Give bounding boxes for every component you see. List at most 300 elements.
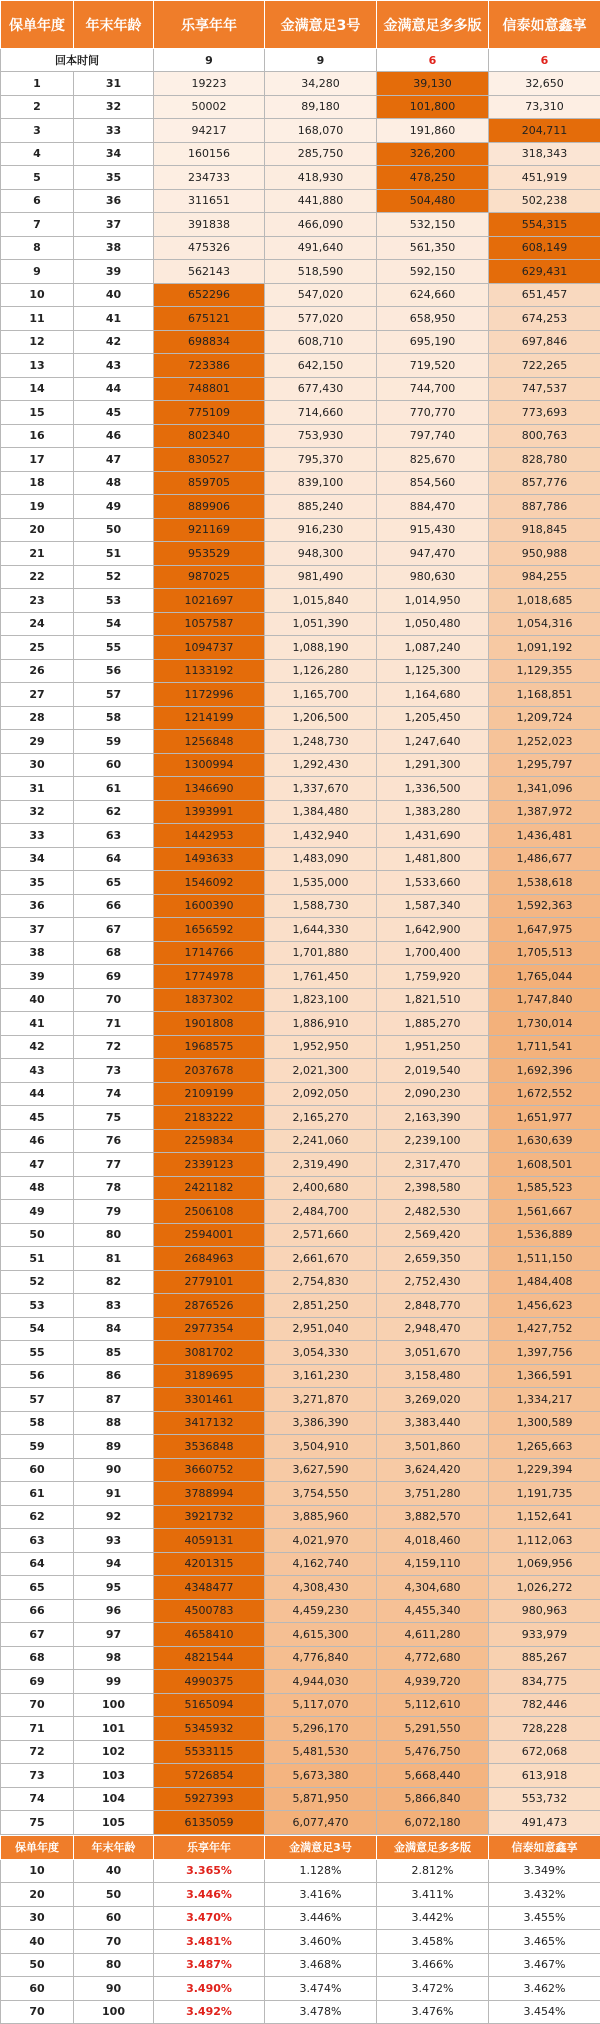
product-4-cell: 828,780 xyxy=(489,448,600,472)
irr-age-cell: 50 xyxy=(74,1883,154,1907)
irr-product-4-cell: 3.462% xyxy=(489,1977,600,2001)
product-4-cell: 451,919 xyxy=(489,166,600,190)
product-1-cell: 2109199 xyxy=(154,1082,265,1106)
product-1-cell: 1346690 xyxy=(154,777,265,801)
product-4-cell: 1,765,044 xyxy=(489,965,600,989)
table-row xyxy=(1,1129,600,1153)
product-1-cell: 1714766 xyxy=(154,941,265,965)
product-2-cell: 885,240 xyxy=(265,495,377,519)
product-4-cell: 1,091,192 xyxy=(489,636,600,660)
irr-product-2-cell: 3.478% xyxy=(265,2000,377,2024)
product-1-cell: 4500783 xyxy=(154,1599,265,1623)
product-1-cell: 2977354 xyxy=(154,1317,265,1341)
table-row xyxy=(1,1059,600,1083)
product-2-cell: 5,673,380 xyxy=(265,1764,377,1788)
policy-year-cell: 58 xyxy=(1,1411,74,1435)
product-3-cell: 5,291,550 xyxy=(377,1717,489,1741)
policy-year-cell: 25 xyxy=(1,636,74,660)
age-cell: 96 xyxy=(74,1599,154,1623)
policy-year-cell: 37 xyxy=(1,918,74,942)
product-2-cell: 1,535,000 xyxy=(265,871,377,895)
product-1-cell: 723386 xyxy=(154,354,265,378)
age-cell: 57 xyxy=(74,683,154,707)
product-1-cell: 775109 xyxy=(154,401,265,425)
table-row xyxy=(1,589,600,613)
table-row xyxy=(1,800,600,824)
product-1-cell: 4821544 xyxy=(154,1646,265,1670)
age-cell: 74 xyxy=(74,1082,154,1106)
header-product-4: 信泰如意鑫享 xyxy=(489,1,600,49)
table-row xyxy=(1,565,600,589)
product-4-cell: 1,387,972 xyxy=(489,800,600,824)
irr-product-4-cell: 3.432% xyxy=(489,1883,600,1907)
product-2-cell: 418,930 xyxy=(265,166,377,190)
policy-year-cell: 65 xyxy=(1,1576,74,1600)
irr-year-cell: 50 xyxy=(1,1953,74,1977)
product-1-cell: 2594001 xyxy=(154,1223,265,1247)
product-3-cell: 884,470 xyxy=(377,495,489,519)
policy-year-cell: 70 xyxy=(1,1693,74,1717)
age-cell: 88 xyxy=(74,1411,154,1435)
policy-year-cell: 29 xyxy=(1,730,74,754)
product-3-cell: 980,630 xyxy=(377,565,489,589)
policy-year-cell: 7 xyxy=(1,213,74,237)
product-4-cell: 502,238 xyxy=(489,189,600,213)
product-3-cell: 3,269,020 xyxy=(377,1388,489,1412)
product-1-cell: 2183222 xyxy=(154,1106,265,1130)
product-4-cell: 950,988 xyxy=(489,542,600,566)
product-3-cell: 1,336,500 xyxy=(377,777,489,801)
product-3-cell: 719,520 xyxy=(377,354,489,378)
product-1-cell: 5533115 xyxy=(154,1740,265,1764)
table-row xyxy=(1,659,600,683)
table-row xyxy=(1,636,600,660)
table-row xyxy=(1,1623,600,1647)
product-4-cell: 1,647,975 xyxy=(489,918,600,942)
product-1-cell: 675121 xyxy=(154,307,265,331)
irr-year-cell: 70 xyxy=(1,2000,74,2024)
product-4-cell: 204,711 xyxy=(489,119,600,143)
payback-value: 6 xyxy=(489,49,600,72)
policy-year-cell: 26 xyxy=(1,659,74,683)
table-row xyxy=(1,1717,600,1741)
age-cell: 87 xyxy=(74,1388,154,1412)
product-1-cell: 830527 xyxy=(154,448,265,472)
policy-year-cell: 74 xyxy=(1,1787,74,1811)
product-3-cell: 2,659,350 xyxy=(377,1247,489,1271)
product-2-cell: 753,930 xyxy=(265,424,377,448)
policy-year-cell: 30 xyxy=(1,753,74,777)
age-cell: 70 xyxy=(74,988,154,1012)
irr-year-cell: 20 xyxy=(1,1883,74,1907)
product-1-cell: 3301461 xyxy=(154,1388,265,1412)
table-row xyxy=(1,307,600,331)
product-2-cell: 1,337,670 xyxy=(265,777,377,801)
age-cell: 46 xyxy=(74,424,154,448)
age-cell: 56 xyxy=(74,659,154,683)
product-2-cell: 1,015,840 xyxy=(265,589,377,613)
table-row xyxy=(1,683,600,707)
irr-header-product-2: 金满意足3号 xyxy=(265,1835,377,1859)
age-cell: 82 xyxy=(74,1270,154,1294)
product-1-cell: 1442953 xyxy=(154,824,265,848)
product-1-cell: 5345932 xyxy=(154,1717,265,1741)
policy-year-cell: 17 xyxy=(1,448,74,472)
age-cell: 32 xyxy=(74,95,154,119)
irr-product-3-cell: 3.476% xyxy=(377,2000,489,2024)
header-product-1: 乐享年年 xyxy=(154,1,265,49)
age-cell: 94 xyxy=(74,1552,154,1576)
product-3-cell: 6,072,180 xyxy=(377,1811,489,1835)
table-row xyxy=(1,753,600,777)
table-row xyxy=(1,1670,600,1694)
irr-product-4-cell: 3.454% xyxy=(489,2000,600,2024)
product-3-cell: 915,430 xyxy=(377,518,489,542)
age-cell: 91 xyxy=(74,1482,154,1506)
age-cell: 39 xyxy=(74,260,154,284)
header-age: 年末年龄 xyxy=(74,1,154,49)
product-2-cell: 285,750 xyxy=(265,142,377,166)
age-cell: 97 xyxy=(74,1623,154,1647)
table-row xyxy=(1,1458,600,1482)
age-cell: 60 xyxy=(74,753,154,777)
product-2-cell: 4,944,030 xyxy=(265,1670,377,1694)
product-2-cell: 608,710 xyxy=(265,330,377,354)
product-1-cell: 3536848 xyxy=(154,1435,265,1459)
product-3-cell: 1,951,250 xyxy=(377,1035,489,1059)
policy-year-cell: 10 xyxy=(1,283,74,307)
product-1-cell: 94217 xyxy=(154,119,265,143)
age-cell: 38 xyxy=(74,236,154,260)
product-1-cell: 1256848 xyxy=(154,730,265,754)
irr-product-3-cell: 3.458% xyxy=(377,1930,489,1954)
age-cell: 102 xyxy=(74,1740,154,1764)
table-row xyxy=(1,941,600,965)
product-4-cell: 1,730,014 xyxy=(489,1012,600,1036)
product-4-cell: 1,054,316 xyxy=(489,612,600,636)
product-3-cell: 101,800 xyxy=(377,95,489,119)
policy-year-cell: 3 xyxy=(1,119,74,143)
age-cell: 51 xyxy=(74,542,154,566)
policy-year-cell: 14 xyxy=(1,377,74,401)
table-row xyxy=(1,1505,600,1529)
product-3-cell: 744,700 xyxy=(377,377,489,401)
table-row xyxy=(1,495,600,519)
product-4-cell: 491,473 xyxy=(489,1811,600,1835)
product-1-cell: 2506108 xyxy=(154,1200,265,1224)
policy-year-cell: 23 xyxy=(1,589,74,613)
product-3-cell: 1,700,400 xyxy=(377,941,489,965)
irr-age-cell: 80 xyxy=(74,1953,154,1977)
age-cell: 53 xyxy=(74,589,154,613)
irr-product-1-cell: 3.487% xyxy=(154,1953,265,1977)
product-2-cell: 2,951,040 xyxy=(265,1317,377,1341)
age-cell: 101 xyxy=(74,1717,154,1741)
table-row xyxy=(1,189,600,213)
product-4-cell: 73,310 xyxy=(489,95,600,119)
product-4-cell: 773,693 xyxy=(489,401,600,425)
table-row xyxy=(1,377,600,401)
irr-product-1-cell: 3.470% xyxy=(154,1906,265,1930)
product-2-cell: 4,459,230 xyxy=(265,1599,377,1623)
irr-header-product-3: 金满意足多多版 xyxy=(377,1835,489,1859)
product-1-cell: 953529 xyxy=(154,542,265,566)
product-2-cell: 1,644,330 xyxy=(265,918,377,942)
product-3-cell: 504,480 xyxy=(377,189,489,213)
product-3-cell: 658,950 xyxy=(377,307,489,331)
product-4-cell: 1,536,889 xyxy=(489,1223,600,1247)
policy-year-cell: 27 xyxy=(1,683,74,707)
product-2-cell: 4,615,300 xyxy=(265,1623,377,1647)
age-cell: 40 xyxy=(74,283,154,307)
policy-year-cell: 41 xyxy=(1,1012,74,1036)
irr-row xyxy=(1,1906,600,1930)
policy-year-cell: 6 xyxy=(1,189,74,213)
age-cell: 81 xyxy=(74,1247,154,1271)
age-cell: 42 xyxy=(74,330,154,354)
table-row xyxy=(1,988,600,1012)
payback-value: 9 xyxy=(265,49,377,72)
product-3-cell: 1,431,690 xyxy=(377,824,489,848)
product-1-cell: 234733 xyxy=(154,166,265,190)
age-cell: 64 xyxy=(74,847,154,871)
irr-product-3-cell: 3.411% xyxy=(377,1883,489,1907)
table-row xyxy=(1,424,600,448)
product-1-cell: 6135059 xyxy=(154,1811,265,1835)
product-1-cell: 2684963 xyxy=(154,1247,265,1271)
policy-year-cell: 44 xyxy=(1,1082,74,1106)
table-row xyxy=(1,166,600,190)
table-row xyxy=(1,1482,600,1506)
product-4-cell: 1,341,096 xyxy=(489,777,600,801)
product-2-cell: 3,627,590 xyxy=(265,1458,377,1482)
product-1-cell: 802340 xyxy=(154,424,265,448)
age-cell: 69 xyxy=(74,965,154,989)
product-2-cell: 4,162,740 xyxy=(265,1552,377,1576)
product-2-cell: 547,020 xyxy=(265,283,377,307)
product-1-cell: 1300994 xyxy=(154,753,265,777)
table-row xyxy=(1,95,600,119)
product-1-cell: 1600390 xyxy=(154,894,265,918)
irr-product-3-cell: 3.466% xyxy=(377,1953,489,1977)
product-4-cell: 887,786 xyxy=(489,495,600,519)
age-cell: 36 xyxy=(74,189,154,213)
product-1-cell: 2876526 xyxy=(154,1294,265,1318)
policy-year-cell: 54 xyxy=(1,1317,74,1341)
age-cell: 90 xyxy=(74,1458,154,1482)
product-2-cell: 1,051,390 xyxy=(265,612,377,636)
table-row xyxy=(1,1811,600,1835)
product-4-cell: 1,585,523 xyxy=(489,1176,600,1200)
policy-year-cell: 42 xyxy=(1,1035,74,1059)
product-2-cell: 2,021,300 xyxy=(265,1059,377,1083)
product-3-cell: 4,304,680 xyxy=(377,1576,489,1600)
irr-row xyxy=(1,1977,600,2001)
product-1-cell: 3189695 xyxy=(154,1364,265,1388)
policy-year-cell: 2 xyxy=(1,95,74,119)
product-4-cell: 980,963 xyxy=(489,1599,600,1623)
product-1-cell: 391838 xyxy=(154,213,265,237)
table-row xyxy=(1,1223,600,1247)
table-row xyxy=(1,1153,600,1177)
product-4-cell: 1,651,977 xyxy=(489,1106,600,1130)
product-1-cell: 3921732 xyxy=(154,1505,265,1529)
irr-product-4-cell: 3.349% xyxy=(489,1859,600,1883)
table-row xyxy=(1,1740,600,1764)
product-1-cell: 2421182 xyxy=(154,1176,265,1200)
product-3-cell: 1,642,900 xyxy=(377,918,489,942)
age-cell: 65 xyxy=(74,871,154,895)
product-2-cell: 2,165,270 xyxy=(265,1106,377,1130)
irr-header-age: 年末年龄 xyxy=(74,1835,154,1859)
age-cell: 50 xyxy=(74,518,154,542)
product-3-cell: 5,112,610 xyxy=(377,1693,489,1717)
table-row xyxy=(1,1082,600,1106)
policy-year-cell: 43 xyxy=(1,1059,74,1083)
age-cell: 78 xyxy=(74,1176,154,1200)
table-row xyxy=(1,1529,600,1553)
product-2-cell: 3,054,330 xyxy=(265,1341,377,1365)
product-3-cell: 3,751,280 xyxy=(377,1482,489,1506)
policy-year-cell: 12 xyxy=(1,330,74,354)
policy-year-cell: 71 xyxy=(1,1717,74,1741)
product-4-cell: 1,265,663 xyxy=(489,1435,600,1459)
product-1-cell: 3417132 xyxy=(154,1411,265,1435)
policy-year-cell: 34 xyxy=(1,847,74,871)
product-2-cell: 677,430 xyxy=(265,377,377,401)
product-3-cell: 797,740 xyxy=(377,424,489,448)
age-cell: 83 xyxy=(74,1294,154,1318)
product-4-cell: 728,228 xyxy=(489,1717,600,1741)
product-1-cell: 160156 xyxy=(154,142,265,166)
product-4-cell: 747,537 xyxy=(489,377,600,401)
irr-product-3-cell: 2.812% xyxy=(377,1859,489,1883)
product-1-cell: 1837302 xyxy=(154,988,265,1012)
product-2-cell: 1,088,190 xyxy=(265,636,377,660)
irr-product-4-cell: 3.467% xyxy=(489,1953,600,1977)
product-2-cell: 948,300 xyxy=(265,542,377,566)
product-3-cell: 191,860 xyxy=(377,119,489,143)
age-cell: 63 xyxy=(74,824,154,848)
product-4-cell: 1,705,513 xyxy=(489,941,600,965)
product-4-cell: 1,630,639 xyxy=(489,1129,600,1153)
product-4-cell: 984,255 xyxy=(489,565,600,589)
product-3-cell: 2,239,100 xyxy=(377,1129,489,1153)
age-cell: 62 xyxy=(74,800,154,824)
payback-value: 9 xyxy=(154,49,265,72)
table-row xyxy=(1,918,600,942)
table-row xyxy=(1,1646,600,1670)
table-row xyxy=(1,1317,600,1341)
product-1-cell: 4059131 xyxy=(154,1529,265,1553)
product-4-cell: 608,149 xyxy=(489,236,600,260)
table-row xyxy=(1,847,600,871)
payback-row xyxy=(1,49,600,72)
table-row xyxy=(1,1411,600,1435)
product-2-cell: 1,126,280 xyxy=(265,659,377,683)
product-1-cell: 1094737 xyxy=(154,636,265,660)
product-3-cell: 2,848,770 xyxy=(377,1294,489,1318)
product-4-cell: 1,592,363 xyxy=(489,894,600,918)
irr-year-cell: 10 xyxy=(1,1859,74,1883)
policy-year-cell: 19 xyxy=(1,495,74,519)
table-row xyxy=(1,1388,600,1412)
age-cell: 37 xyxy=(74,213,154,237)
age-cell: 95 xyxy=(74,1576,154,1600)
product-3-cell: 3,158,480 xyxy=(377,1364,489,1388)
product-4-cell: 1,436,481 xyxy=(489,824,600,848)
policy-year-cell: 9 xyxy=(1,260,74,284)
product-4-cell: 1,229,394 xyxy=(489,1458,600,1482)
irr-header-policy-year: 保单年度 xyxy=(1,1835,74,1859)
product-1-cell: 2259834 xyxy=(154,1129,265,1153)
age-cell: 103 xyxy=(74,1764,154,1788)
product-2-cell: 1,206,500 xyxy=(265,706,377,730)
product-2-cell: 795,370 xyxy=(265,448,377,472)
product-4-cell: 1,608,501 xyxy=(489,1153,600,1177)
policy-year-cell: 1 xyxy=(1,72,74,96)
product-2-cell: 518,590 xyxy=(265,260,377,284)
product-3-cell: 5,668,440 xyxy=(377,1764,489,1788)
policy-year-cell: 72 xyxy=(1,1740,74,1764)
irr-product-2-cell: 1.128% xyxy=(265,1859,377,1883)
product-4-cell: 1,672,552 xyxy=(489,1082,600,1106)
product-3-cell: 2,948,470 xyxy=(377,1317,489,1341)
age-cell: 98 xyxy=(74,1646,154,1670)
product-3-cell: 1,759,920 xyxy=(377,965,489,989)
product-4-cell: 1,486,677 xyxy=(489,847,600,871)
policy-year-cell: 59 xyxy=(1,1435,74,1459)
table-row xyxy=(1,1764,600,1788)
product-2-cell: 1,761,450 xyxy=(265,965,377,989)
age-cell: 47 xyxy=(74,448,154,472)
table-row xyxy=(1,354,600,378)
age-cell: 52 xyxy=(74,565,154,589)
product-1-cell: 5165094 xyxy=(154,1693,265,1717)
irr-product-4-cell: 3.455% xyxy=(489,1906,600,1930)
product-2-cell: 5,481,530 xyxy=(265,1740,377,1764)
product-2-cell: 441,880 xyxy=(265,189,377,213)
product-3-cell: 1,125,300 xyxy=(377,659,489,683)
age-cell: 77 xyxy=(74,1153,154,1177)
age-cell: 100 xyxy=(74,1693,154,1717)
product-1-cell: 4658410 xyxy=(154,1623,265,1647)
product-3-cell: 3,051,670 xyxy=(377,1341,489,1365)
product-2-cell: 466,090 xyxy=(265,213,377,237)
product-4-cell: 1,069,956 xyxy=(489,1552,600,1576)
product-4-cell: 1,191,735 xyxy=(489,1482,600,1506)
product-2-cell: 2,319,490 xyxy=(265,1153,377,1177)
product-4-cell: 885,267 xyxy=(489,1646,600,1670)
product-1-cell: 1172996 xyxy=(154,683,265,707)
product-3-cell: 532,150 xyxy=(377,213,489,237)
product-2-cell: 1,701,880 xyxy=(265,941,377,965)
table-row xyxy=(1,1693,600,1717)
table-row xyxy=(1,965,600,989)
product-2-cell: 2,851,250 xyxy=(265,1294,377,1318)
age-cell: 49 xyxy=(74,495,154,519)
product-4-cell: 629,431 xyxy=(489,260,600,284)
product-4-cell: 1,252,023 xyxy=(489,730,600,754)
policy-year-cell: 21 xyxy=(1,542,74,566)
product-2-cell: 714,660 xyxy=(265,401,377,425)
product-4-cell: 1,511,150 xyxy=(489,1247,600,1271)
product-4-cell: 722,265 xyxy=(489,354,600,378)
product-4-cell: 857,776 xyxy=(489,471,600,495)
table-row xyxy=(1,894,600,918)
policy-year-cell: 11 xyxy=(1,307,74,331)
policy-year-cell: 31 xyxy=(1,777,74,801)
